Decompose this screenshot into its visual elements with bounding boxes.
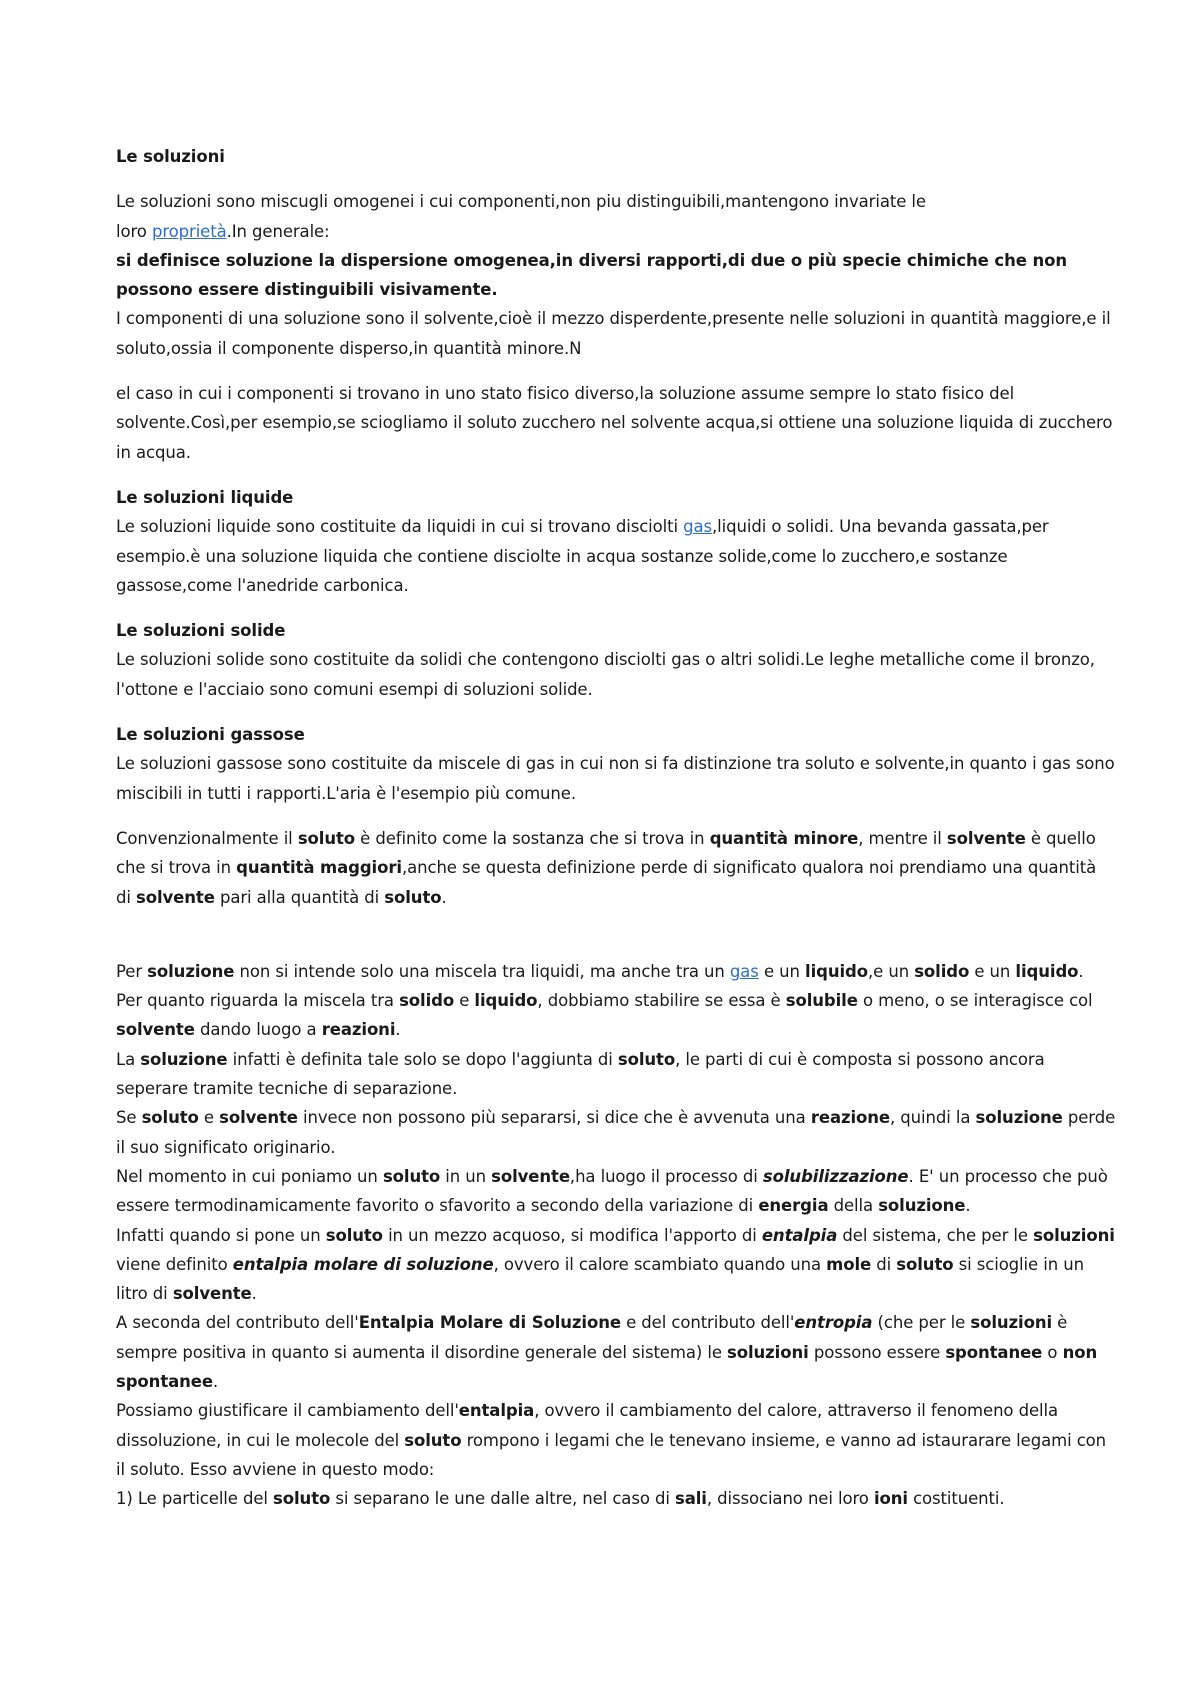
text-run: non si intende solo una miscela tra liquidi, ma anche tra un (234, 961, 730, 981)
bold-term: entalpia (458, 1401, 535, 1421)
section-text (116, 512, 1116, 600)
bold-term: liquido (805, 961, 868, 981)
bold-term: soluto (297, 828, 355, 848)
definition-text: si definisce soluzione la dispersione omogenea,in diversi rapporti,di due o più specie chimiche che non possono essere distinguibili visivamente. (116, 250, 1068, 300)
text-run: . (395, 1020, 401, 1040)
text-run: viene definito (116, 1254, 233, 1274)
text-run: , le parti di cui è composta si possono ancora seperare tramite tecniche di separazione. (116, 1049, 1045, 1099)
text-run: o (1042, 1342, 1063, 1362)
bold-term: soluto (617, 1049, 676, 1069)
section-gassose (116, 720, 1116, 808)
bold-term: liquido (474, 991, 538, 1011)
final-line-e (116, 1162, 1116, 1221)
bold-term: solvente (946, 828, 1026, 848)
text-run: e un (969, 961, 1016, 981)
bold-term: solvente (172, 1284, 252, 1304)
final-line-b (116, 986, 1116, 1045)
text-run: del sistema, che per le (837, 1225, 1034, 1245)
text-run: di (871, 1254, 897, 1274)
text-run: è definito come la sostanza che si trova in (355, 828, 710, 848)
section-heading: Le soluzioni gassose (116, 725, 305, 745)
bold-term: sali (674, 1489, 707, 1509)
bold-term: quantità minore (709, 828, 859, 848)
text-run: ,ha luogo il processo di (569, 1166, 763, 1186)
final-section (116, 957, 1116, 1514)
final-line-a (116, 957, 1116, 986)
text-run: . E' un processo che può essere termodinamicamente favorito o sfavorito a secondo della variazione di (116, 1166, 1108, 1216)
bold-term: soluzioni (727, 1342, 809, 1362)
text-run: e del contributo dell' (620, 1313, 795, 1333)
bold-term: ioni (873, 1489, 908, 1509)
section-solide (116, 616, 1116, 704)
text-run: Le soluzioni liquide sono costituite da liquidi in cui si trovano disciolti (116, 517, 684, 537)
bold-term: reazioni (321, 1020, 396, 1040)
link-gas[interactable]: gas (683, 517, 713, 537)
section-liquide (116, 483, 1116, 600)
link-proprieta[interactable]: proprietà (151, 221, 227, 241)
bold-term: soluto (325, 1225, 383, 1245)
text-run: è sempre positiva in quanto si aumenta il disordine generale del sistema) le (116, 1313, 1068, 1362)
page-title: Le soluzioni (116, 147, 225, 166)
intro-line (116, 187, 1116, 246)
text-run: Nel momento in cui poniamo un (116, 1166, 383, 1186)
text-run: è quello che si trova in (116, 828, 1096, 878)
text-run: si scioglie in un litro di (116, 1254, 1084, 1304)
bold-term: solvente (219, 1108, 298, 1128)
text-run: ,e un (868, 961, 915, 981)
bold-term: energia (758, 1196, 829, 1216)
text-run: perde il suo significato originario. (116, 1108, 1116, 1157)
text-run: , dissociano nei loro (706, 1489, 874, 1509)
bold-term: soluto (273, 1489, 331, 1509)
bold-term: solido (399, 991, 455, 1011)
text-run: e (198, 1108, 220, 1128)
text-run: , ovvero il calore scambiato quando una (493, 1254, 827, 1274)
text-run: possono essere (808, 1342, 946, 1362)
final-line-i (116, 1484, 1116, 1513)
bold-term: Entalpia Molare di Soluzione (358, 1313, 621, 1333)
bold-italic-term: entalpia (761, 1225, 838, 1245)
section-heading: Le soluzioni solide (116, 621, 286, 641)
bold-term: soluzione (140, 1049, 228, 1069)
document-body (116, 142, 1116, 1513)
bold-term: spontanee (945, 1342, 1043, 1362)
text-run: . (965, 1196, 971, 1216)
bold-term: soluto (404, 1430, 462, 1450)
convention-paragraph (116, 824, 1116, 912)
bold-term: solido (914, 961, 970, 981)
text-run: Possiamo giustificare il cambiamento dell' (116, 1401, 459, 1421)
text-run: . (212, 1371, 219, 1391)
text-run: , dobbiamo stabilire se essa è (537, 991, 786, 1011)
text-run: Infatti quando si pone un (116, 1225, 326, 1245)
bold-term: mole (826, 1254, 872, 1274)
bold-italic-term: solubilizzazione (762, 1166, 909, 1186)
text-run: . (441, 887, 447, 907)
bold-term: solvente (491, 1166, 570, 1186)
final-line-c (116, 1045, 1116, 1104)
text-run: , mentre il (858, 828, 947, 848)
bold-term: soluzione (878, 1196, 966, 1216)
text-run: ,anche se questa definizione perde di significato qualora noi prendiamo una quantità di (116, 858, 1097, 907)
text-run: Per quanto riguarda la miscela tra (116, 991, 400, 1011)
bold-term: soluzione (147, 961, 235, 981)
state-paragraph: el caso in cui i componenti si trovano in uno stato fisico diverso,la soluzione assume sempre lo stato fisico del solvente.Così,per esempio,se sciogliamo il soluto zucchero nel solvente acqua,si ottiene una soluzione liquida di zucchero in acqua. (116, 384, 1113, 462)
bold-term: soluto (141, 1108, 199, 1128)
components-text: I componenti di una soluzione sono il solvente,cioè il mezzo disperdente,presente nelle soluzioni in quantità maggiore,e il soluto,ossia il componente disperso,in quantità minore.N (116, 309, 1111, 358)
text-run: A seconda del contributo dell' (116, 1313, 359, 1333)
text-run: e (454, 991, 475, 1011)
text-run: pari alla quantità di (214, 887, 385, 907)
final-line-d (116, 1103, 1116, 1162)
text-run: , ovvero il cambiamento del calore, attraverso il fenomeno della dissoluzione, in cui le molecole del (116, 1401, 1058, 1450)
text-run: . (1078, 961, 1084, 981)
text-run: . (251, 1284, 257, 1304)
bold-term: solubile (785, 991, 858, 1011)
text-run: La (116, 1049, 141, 1069)
intro-section (116, 187, 1116, 363)
intro-text: Le soluzioni sono miscugli omogenei i cui componenti,non piu distinguibili,mantengono invariate le (116, 192, 926, 212)
section-text: Le soluzioni gassose sono costituite da miscele di gas in cui non si fa distinzione tra soluto e solvente,in quanto i gas sono miscibili in tutti i rapporti.L'aria è l'esempio più comune. (116, 754, 1115, 803)
text-run: 1) Le particelle del (116, 1489, 274, 1509)
link-gas[interactable]: gas (729, 961, 759, 981)
intro-text: loro (116, 221, 152, 241)
final-line-h (116, 1396, 1116, 1484)
text-run: si separano le une dalle altre, nel caso di (330, 1489, 675, 1509)
text-run: in un mezzo acquoso, si modifica l'apporto di (382, 1225, 762, 1245)
text-run: in un (440, 1166, 492, 1186)
bold-term: soluzione (975, 1108, 1063, 1128)
text-run: della (828, 1196, 879, 1216)
text-run: costituenti. (907, 1489, 1005, 1509)
text-run: Se (116, 1108, 142, 1128)
bold-term: solvente (116, 1020, 195, 1040)
text-run: dando luogo a (194, 1020, 322, 1040)
text-run: Convenzionalmente il (116, 828, 298, 848)
final-line-g (116, 1308, 1116, 1396)
text-run: ,liquidi o solidi. Una bevanda gassata,per esempio.è una soluzione liquida che contiene disciolte in acqua sostanze solide,come lo zucchero,e sostanze gassose,come l'anedride carbonica. (116, 517, 1049, 595)
bold-term: soluzioni (970, 1313, 1053, 1333)
bold-italic-term: entalpia molare di soluzione (232, 1254, 494, 1274)
text-run: rompono i legami che le tenevano insieme, e vanno ad istaurarare legami con il soluto. Esso avviene in questo modo: (116, 1430, 1107, 1479)
intro-text: .In generale: (226, 221, 330, 241)
text-run: infatti è definita tale solo se dopo l'aggiunta di (227, 1049, 618, 1069)
text-run: , quindi la (890, 1108, 976, 1128)
section-text: Le soluzioni solide sono costituite da solidi che contengono disciolti gas o altri solidi.Le leghe metalliche come il bronzo, l'ottone e l'acciaio sono comuni esempi di soluzioni solide. (116, 650, 1095, 699)
text-run: o meno, o se interagisce col (857, 991, 1093, 1011)
text-run: invece non possono più separarsi, si dice che è avvenuta una (297, 1108, 811, 1128)
bold-term: soluto (384, 887, 442, 907)
text-run: e un (758, 961, 806, 981)
text-run: Per (116, 961, 148, 981)
bold-term: soluzioni (1033, 1225, 1115, 1245)
section-heading: Le soluzioni liquide (116, 487, 294, 507)
bold-term: soluto (382, 1166, 441, 1186)
text-run: (che per le (872, 1313, 971, 1333)
bold-term: reazione (810, 1108, 891, 1128)
bold-term: soluto (896, 1254, 954, 1274)
bold-term: solvente (136, 887, 215, 907)
bold-italic-term: entropia (794, 1313, 873, 1333)
bold-term: liquido (1015, 961, 1079, 981)
final-line-f (116, 1221, 1116, 1309)
bold-term: non spontanee (116, 1342, 1098, 1391)
bold-term: quantità maggiori (236, 858, 402, 878)
